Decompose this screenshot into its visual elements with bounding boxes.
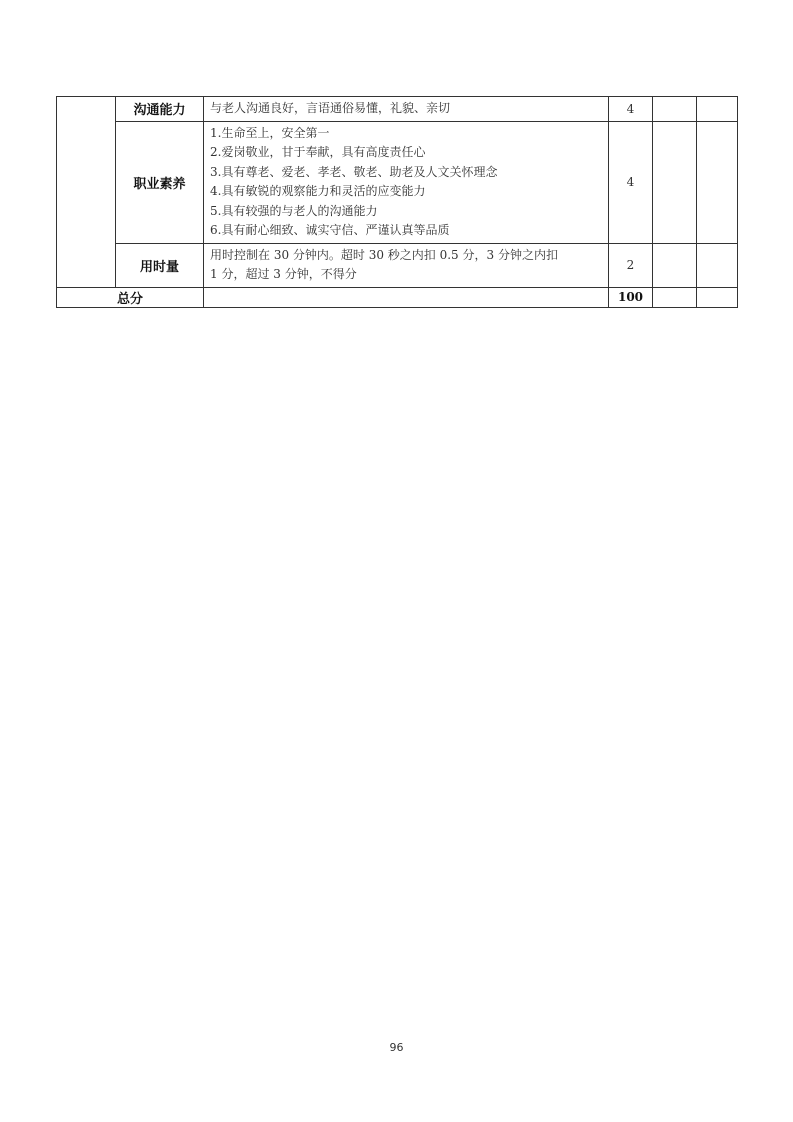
criteria-line: 3.具有尊老、爱老、孝老、敬老、助老及人文关怀理念 (210, 164, 498, 179)
page-number: 96 (389, 1041, 404, 1054)
criteria-cell (204, 121, 609, 243)
total-score: 100 (609, 287, 653, 307)
criteria-line: 4.具有敏锐的观察能力和灵活的应变能力 (210, 184, 426, 198)
empty-cell (653, 243, 697, 287)
empty-cell (697, 97, 738, 122)
empty-cell (697, 121, 738, 243)
criteria-cell (204, 243, 609, 287)
total-row (57, 287, 738, 307)
criteria-line: 2.爱岗敬业，甘于奉献，具有高度责任心 (210, 145, 426, 159)
empty-cell (653, 97, 697, 122)
table-row (57, 121, 738, 243)
criteria-line: 1 分，超过 3 分钟，不得分 (210, 267, 357, 281)
table-row (57, 243, 738, 287)
empty-cell (653, 287, 697, 307)
score-cell: 4 (609, 97, 653, 122)
empty-cell (697, 243, 738, 287)
criteria-cell (204, 97, 609, 122)
total-label: 总分 (57, 287, 204, 307)
table-row (57, 97, 738, 122)
criteria-line: 5.具有较强的与老人的沟通能力 (210, 203, 378, 218)
section-cell (57, 97, 116, 288)
criteria-line: 与老人沟通良好，言语通俗易懂，礼貌、亲切 (210, 101, 451, 115)
criteria-line: 1.生命至上，安全第一 (210, 125, 330, 140)
score-cell: 2 (609, 243, 653, 287)
category-cell: 沟通能力 (116, 97, 204, 122)
criteria-line: 用时控制在 30 分钟内。超时 30 秒之内扣 0.5 分，3 分钟之内扣 (210, 247, 558, 262)
scoring-table (56, 96, 738, 308)
criteria-line: 6.具有耐心细致、诚实守信、严谨认真等品质 (210, 223, 450, 237)
empty-cell (697, 287, 738, 307)
category-cell: 职业素养 (116, 121, 204, 243)
category-cell: 用时量 (116, 243, 204, 287)
score-cell: 4 (609, 121, 653, 243)
empty-cell (204, 287, 609, 307)
empty-cell (653, 121, 697, 243)
